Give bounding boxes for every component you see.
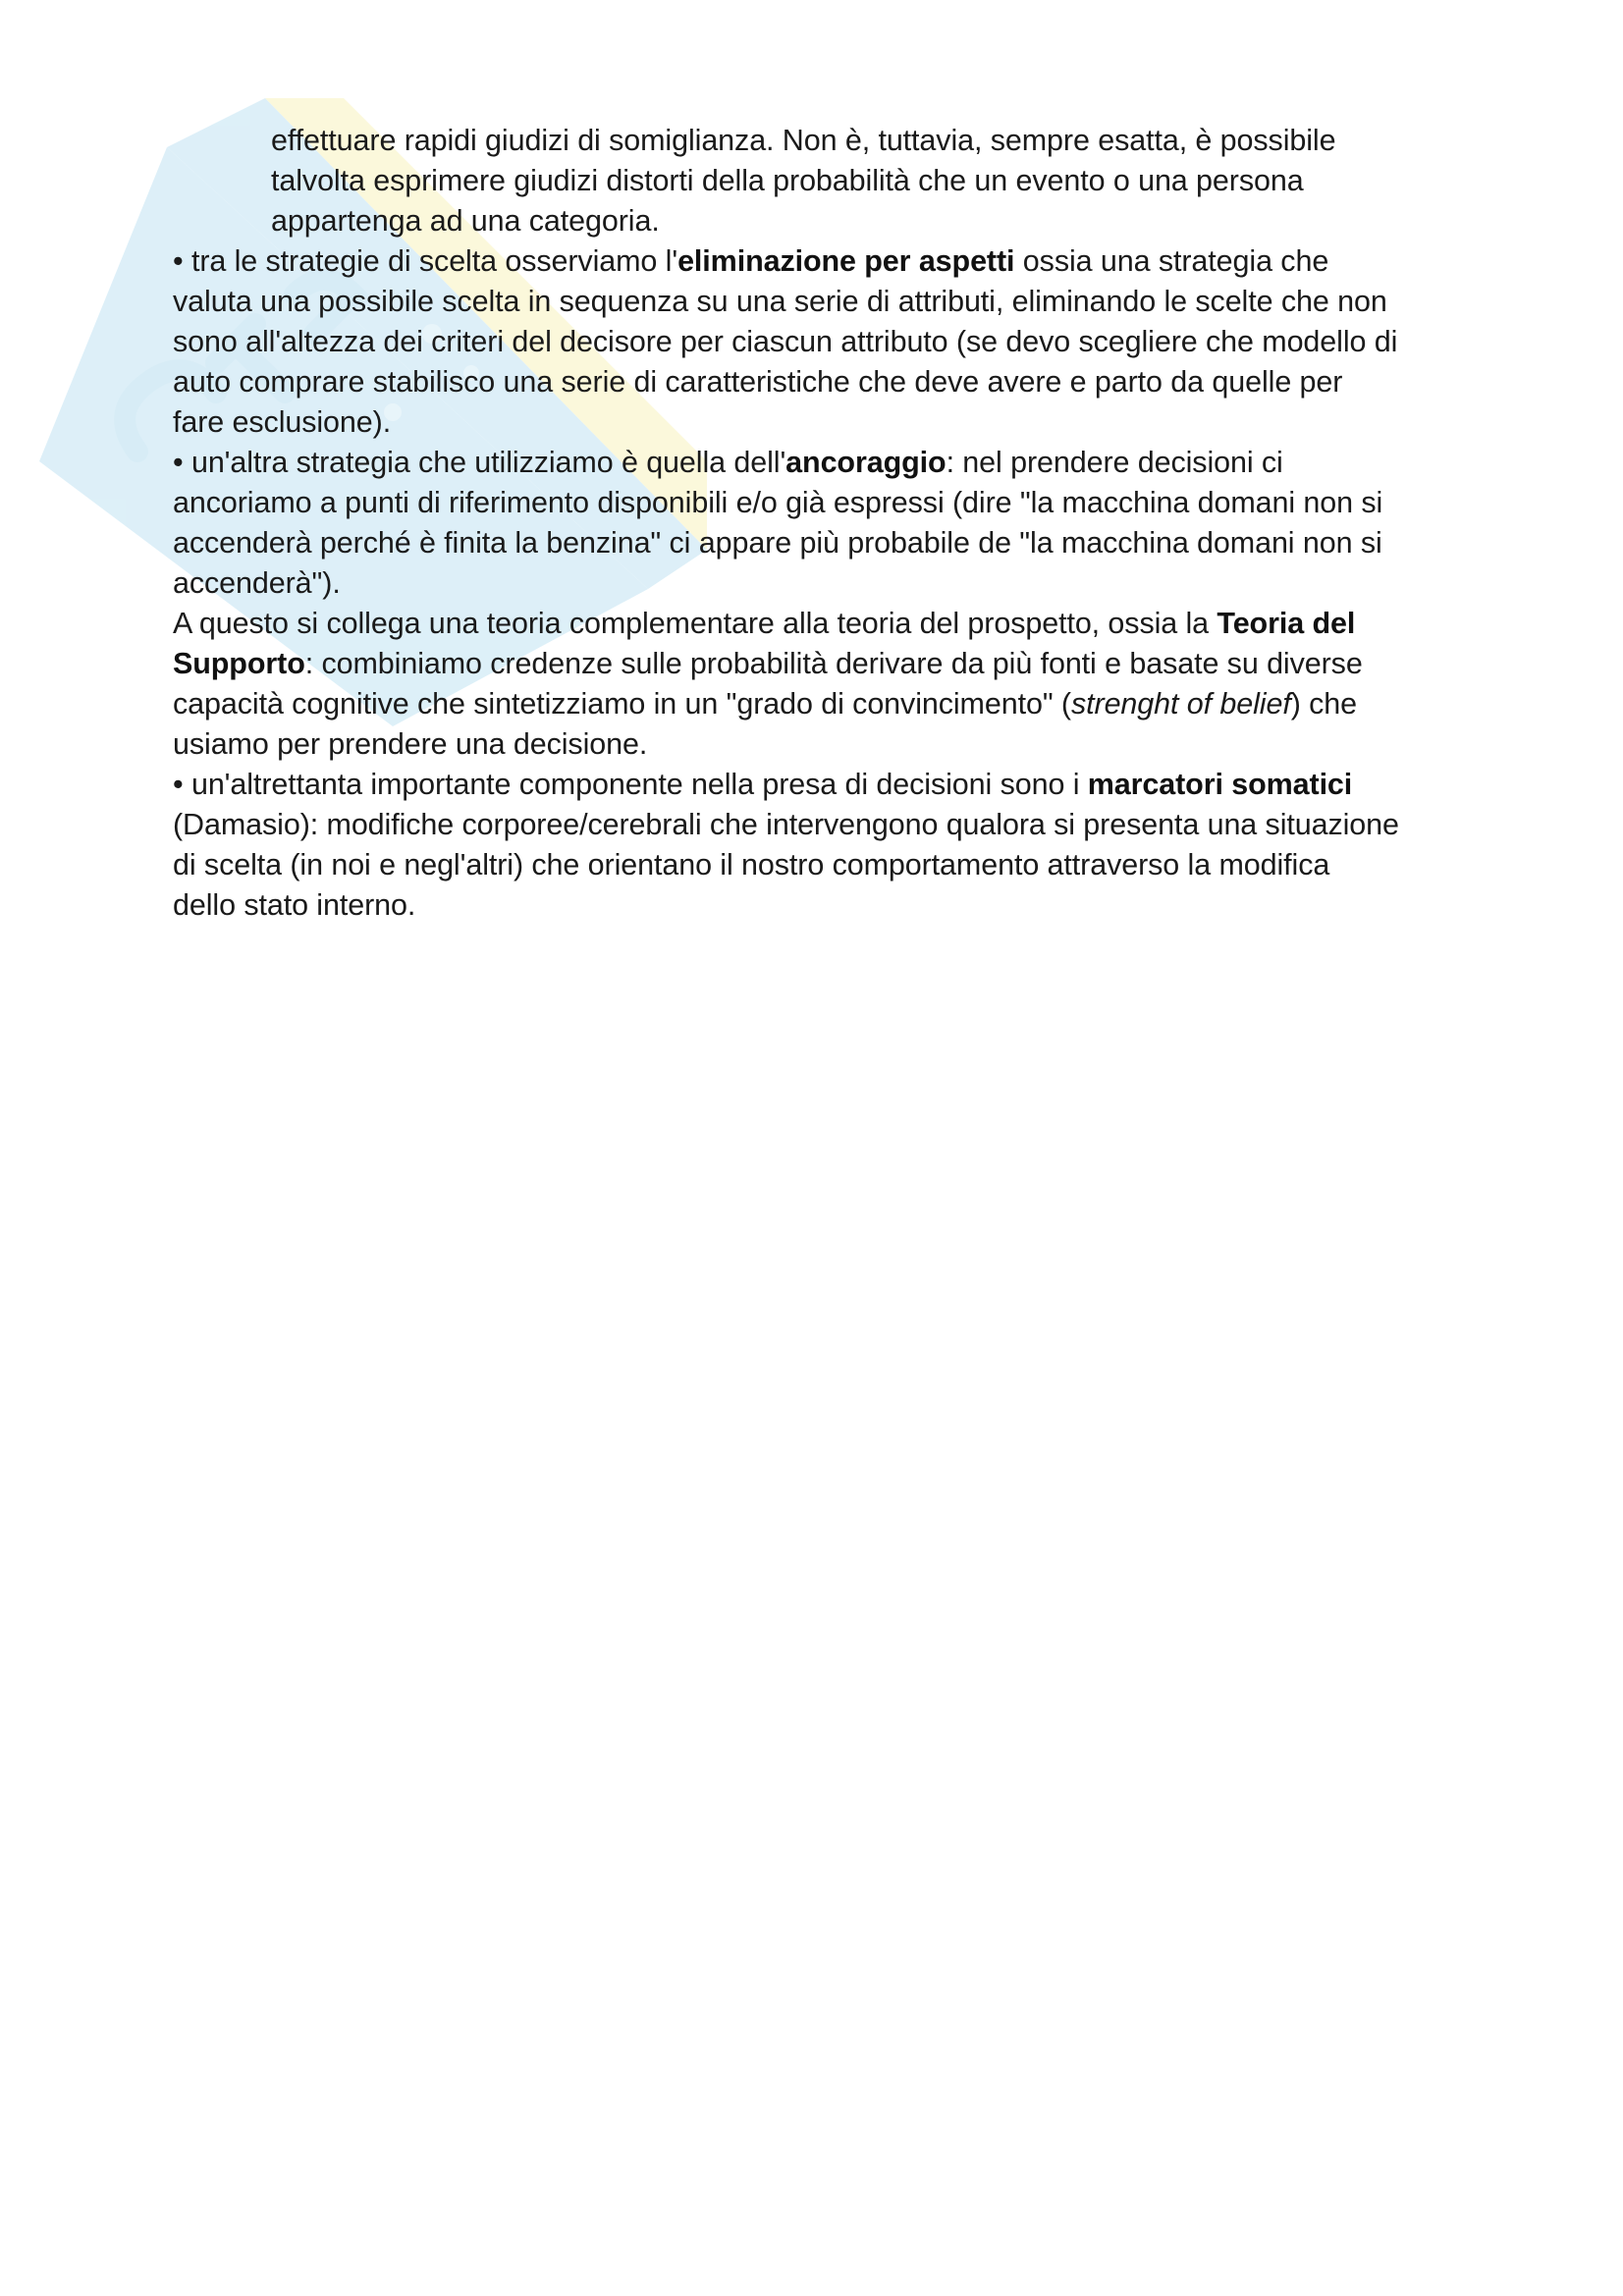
paragraph-somatic-markers	[173, 765, 1400, 926]
paragraph-text: effettuare rapidi giudizi di somiglianza. Non è, tuttavia, sempre esatta, è possibile talvolta esprimere giudizi distorti della probabilità che un evento o una persona appartenga ad una categoria.	[271, 124, 1336, 238]
paragraph-continuation	[173, 121, 1400, 241]
paragraph-text: : combiniamo credenze sulle probabilità derivare da più fonti e basate su diverse capacità cognitive che sintetizziamo in un "grado di convincimento" (	[173, 647, 1363, 721]
paragraph-text: • un'altra strategia che utilizziamo è quella dell'	[173, 446, 786, 479]
paragraph-text: • tra le strategie di scelta osserviamo l'	[173, 244, 678, 278]
paragraph-anchoring	[173, 443, 1400, 604]
document-body	[173, 121, 1400, 926]
paragraph-elimination-by-aspects	[173, 241, 1400, 443]
paragraph-text: ossia una strategia che valuta una possibile scelta in sequenza su una serie di attributi, eliminando le scelte che non sono all'altezza dei criteri del decisore per ciascun attributo (se devo scegliere che modello di auto comprare stabilisco una serie di caratteristiche che deve avere e parto da quelle per fare esclusione).	[173, 244, 1398, 439]
paragraph-text: (Damasio): modifiche corporee/cerebrali che intervengono qualora si presenta una situazione di scelta (in noi e negl'altri) che orientano il nostro comportamento attraverso la modifica dello stato interno.	[173, 808, 1399, 922]
paragraph-text: • un'altrettanta importante componente nella presa di decisioni sono i	[173, 768, 1088, 801]
bold-term: eliminazione per aspetti	[677, 244, 1015, 278]
paragraph-text: : nel prendere decisioni ci ancoriamo a punti di riferimento disponibili e/o già espressi (dire "la macchina domani non si accenderà perché è finita la benzina" ci appare più probabile de "la macchina domani non si accenderà").	[173, 446, 1383, 600]
paragraph-text: ) che usiamo per prendere una decisione.	[173, 687, 1358, 761]
italic-term: strenght of belief	[1070, 687, 1291, 721]
paragraph-support-theory	[173, 604, 1400, 765]
bold-term: Teoria del Supporto	[173, 607, 1356, 680]
bold-term: ancoraggio	[785, 446, 947, 479]
bold-term: marcatori somatici	[1087, 768, 1353, 801]
paragraph-text: A questo si collega una teoria complementare alla teoria del prospetto, ossia la	[173, 607, 1217, 640]
